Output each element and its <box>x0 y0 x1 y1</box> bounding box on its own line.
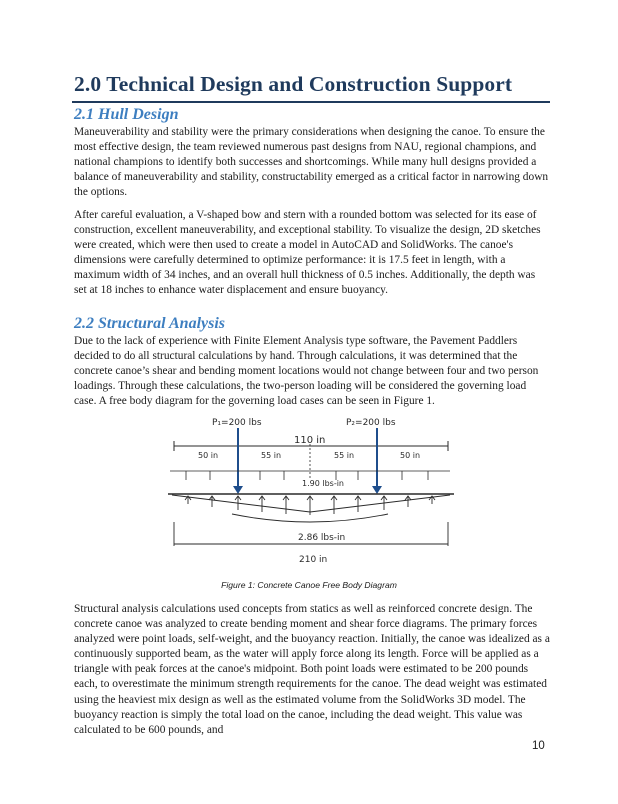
buoyancy-label: 2.86 lbs-in <box>298 533 346 543</box>
dead-load-label: 1.90 lbs-in <box>302 479 345 488</box>
paragraph-structural-1: Due to the lack of experience with Finite Element Analysis type software, the Pavement Paddlers decided to do all structural calculations by hand. Through calculations, it was determined that the concrete canoe’s shear and bending moment locations would not change between four and two person loadings. Through these calculations, the two-person loading will be considered the governing load case. A free body diagram for the governing load cases can be seen in Figure 1. <box>74 335 539 408</box>
section-title-structural-analysis: 2.2 Structural Analysis <box>74 315 226 332</box>
page-heading: 2.0 Technical Design and Construction Support <box>74 72 513 96</box>
paragraph-hull-2: After careful evaluation, a V-shaped bow and stern with a rounded bottom was selected for its ease of construction, excellent maneuverability, and exceptional stability. To visualize the design, 2D sketches were created, which were then used to create a model in AutoCAD and SolidWorks. The canoe's dimensions were carefully determined to optimize performance: it is 17.5 feet in length, with a maximum width of 34 inches, and an overall hull thickness of 0.5 inches. Additionally, the depth was set at 18 inches to enhance water displacement and ensure buoyancy. <box>74 209 541 297</box>
segment-1-label: 50 in <box>198 451 219 460</box>
paragraph-structural-2: Structural analysis calculations used concepts from statics as well as reinforced concrete design. The concrete canoe was analyzed to create bending moment and shear force diagrams. The primary forces analyzed were point loads, self-weight, and the buoyancy reaction. Initially, the canoe was idealized as a continuously supported beam, as the water will apply force along its length. Force will be applied as a triangle with peak forces at the canoe's midpoint. Both point loads were estimated to be 200 pounds each, to overestimate the minimum strength requirements for the canoe. The dead weight was estimated using the heaviest mix design as well as the estimated volume from the SolidWorks 3D model. The buoyancy reaction is simply the total load on the canoe, including the dead weight. This value was calculated to be 600 pounds, and <box>74 603 550 736</box>
page-number: 10 <box>532 740 545 752</box>
segment-2-label: 55 in <box>261 451 282 460</box>
segment-4-label: 50 in <box>400 451 421 460</box>
total-length-label: 210 in <box>299 555 328 565</box>
p1-label: P₁=200 lbs <box>212 418 262 428</box>
free-body-diagram <box>162 414 460 574</box>
figure-caption: Figure 1: Concrete Canoe Free Body Diagram <box>221 580 397 590</box>
paragraph-hull-1: Maneuverability and stability were the primary considerations when designing the canoe. To ensure the most effective design, the team reviewed numerous past designs from NAU, regional champions, and national champions to identify both successes and shortcomings. While many hull designs provided a balance of maneuverability and stability, constructability emerged as a critical factor in narrowing down the options. <box>74 126 549 199</box>
mid-span-label: 110 in <box>294 435 326 446</box>
segment-3-label: 55 in <box>334 451 355 460</box>
p2-label: P₂=200 lbs <box>346 418 396 428</box>
heading-rule <box>72 101 550 103</box>
section-title-hull-design: 2.1 Hull Design <box>74 106 179 123</box>
